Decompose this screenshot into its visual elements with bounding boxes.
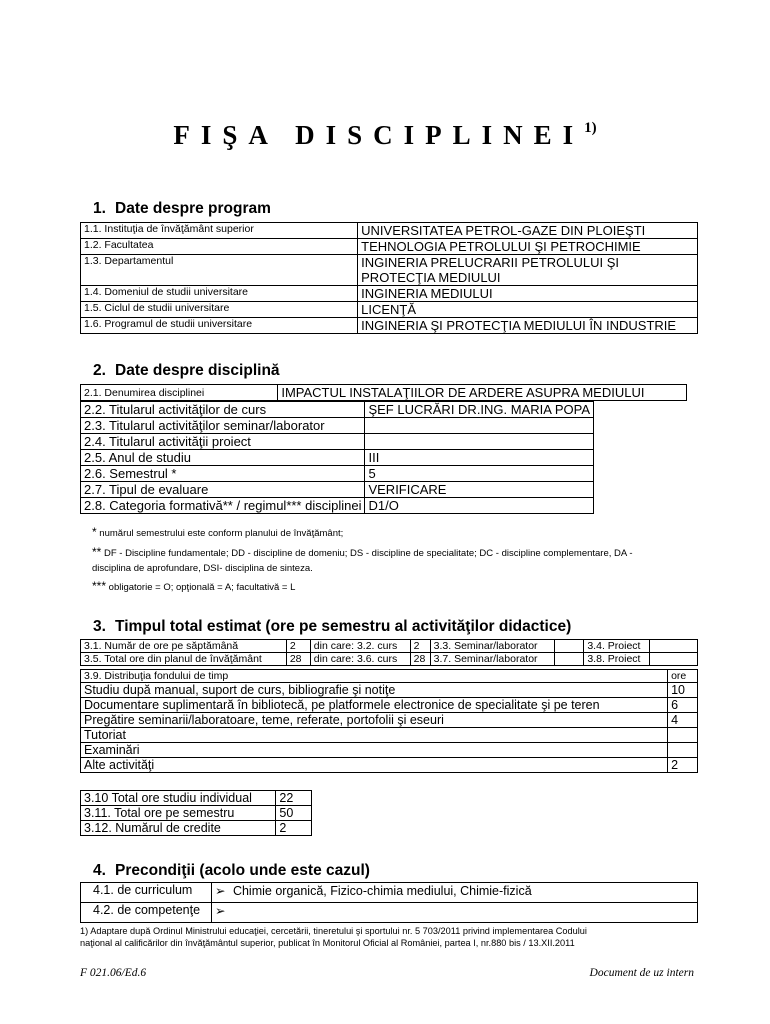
table-row xyxy=(81,318,698,334)
table-row xyxy=(81,302,698,318)
cell: 3.8. Proiect xyxy=(584,653,650,666)
row-label: Documentare suplimentară în bibliotecă, pe platformele electronice de specialitate şi pe teren xyxy=(81,698,668,713)
cell: din care: 3.2. curs xyxy=(310,640,410,653)
row-value: TEHNOLOGIA PETROLULUI ŞI PETROCHIMIE xyxy=(358,239,698,255)
row-value: LICENŢĂ xyxy=(358,302,698,318)
arrow-bullet-icon: ➢ xyxy=(214,904,226,918)
cell: din care: 3.6. curs xyxy=(310,653,410,666)
row-label: Examinări xyxy=(81,743,668,758)
row-label: 1.3. Departamentul xyxy=(81,255,358,286)
row-value: ŞEF LUCRĂRI DR.ING. MARIA POPA xyxy=(365,402,594,418)
note-category xyxy=(92,545,633,559)
table-row xyxy=(81,239,698,255)
row-value xyxy=(211,903,697,923)
cell: 3.4. Proiect xyxy=(584,640,650,653)
table-row xyxy=(81,640,698,653)
row-label: 1.1. Instituţia de învăţământ superior xyxy=(81,223,358,239)
row-label: 2.1. Denumirea disciplinei xyxy=(81,385,278,401)
program-table xyxy=(80,222,698,334)
cell xyxy=(650,653,698,666)
note-text: obligatorie = O; opţională = A; facultativă = L xyxy=(106,582,296,593)
cell: 3.5. Total ore din planul de învăţământ xyxy=(81,653,287,666)
section-1-title: Date despre program xyxy=(115,200,271,217)
cell xyxy=(650,640,698,653)
row-label: 1.2. Facultatea xyxy=(81,239,358,255)
row-label: 3.10 Total ore studiu individual xyxy=(81,791,276,806)
row-label: 3.11. Total ore pe semestru xyxy=(81,806,276,821)
note-regime xyxy=(92,579,295,593)
row-value xyxy=(365,434,594,450)
note-semester xyxy=(92,525,343,539)
row-value: III xyxy=(365,450,594,466)
note-category-cont: disciplina de aprofundare, DSI- disciplina de sinteza. xyxy=(92,563,313,574)
discipline-table xyxy=(80,401,594,514)
table-row xyxy=(81,385,687,401)
row-label: 3.12. Numărul de credite xyxy=(81,821,276,836)
table-row xyxy=(81,223,698,239)
precondition-text: Chimie organică, Fizico-chimia mediului, Chimie-fizică xyxy=(232,884,532,898)
time-table xyxy=(80,639,698,666)
row-value: 2 xyxy=(276,821,312,836)
table-row xyxy=(81,713,698,728)
row-value-line-1: INGINERIA PRELUCRARII PETROLULUI ŞI xyxy=(361,255,620,270)
row-value xyxy=(365,418,594,434)
footer-form-code: F 021.06/Ed.6 xyxy=(80,967,147,979)
cell: 28 xyxy=(410,653,430,666)
cell: 2 xyxy=(286,640,310,653)
row-value xyxy=(668,728,698,743)
table-row xyxy=(81,498,594,514)
time-distribution-table xyxy=(80,669,698,773)
note-mark: *** xyxy=(92,579,107,593)
note-mark: ** xyxy=(92,545,102,559)
table-row xyxy=(81,821,312,836)
arrow-bullet-icon: ➢ xyxy=(214,884,226,898)
table-row xyxy=(81,255,698,286)
row-label: 2.7. Tipul de evaluare xyxy=(81,482,365,498)
cell: 2 xyxy=(410,640,430,653)
row-value: 22 xyxy=(276,791,312,806)
row-label: Tutoriat xyxy=(81,728,668,743)
row-label: 2.8. Categoria formativă** / regimul*** disciplinei xyxy=(81,498,365,514)
footnote-mark: 1) xyxy=(80,926,89,936)
row-value: INGINERIA MEDIULUI xyxy=(358,286,698,302)
table-row xyxy=(81,903,698,923)
table-row xyxy=(81,806,312,821)
row-value: 50 xyxy=(276,806,312,821)
cell xyxy=(554,640,584,653)
document-title xyxy=(0,120,770,151)
row-value-line-2: PROTECŢIA MEDIULUI xyxy=(361,270,501,285)
cell: 3.1. Număr de ore pe săptămână xyxy=(81,640,287,653)
cell xyxy=(554,653,584,666)
row-value: INGINERIA ŞI PROTECŢIA MEDIULUI ÎN INDUSTRIE xyxy=(358,318,698,334)
table-row xyxy=(81,743,698,758)
table-row xyxy=(81,791,312,806)
row-value: 10 xyxy=(668,683,698,698)
cell: 28 xyxy=(286,653,310,666)
row-value: D1/O xyxy=(365,498,594,514)
unit-label: ore xyxy=(668,670,698,683)
section-2-heading xyxy=(93,362,280,380)
row-label: 4.1. de curriculum xyxy=(81,883,212,903)
discipline-name: IMPACTUL INSTALAŢIILOR DE ARDERE ASUPRA MEDIULUI xyxy=(278,385,687,401)
section-1-number: 1. xyxy=(93,200,106,217)
row-value xyxy=(211,883,697,903)
table-row xyxy=(81,683,698,698)
section-4-number: 4. xyxy=(93,862,106,879)
section-3-title: Timpul total estimat (ore pe semestru al activităţilor didactice) xyxy=(115,618,572,635)
row-label: 1.5. Ciclul de studii universitare xyxy=(81,302,358,318)
row-label: 2.3. Titularul activităţilor seminar/laborator xyxy=(81,418,365,434)
row-label: 2.2. Titularul activităţilor de curs xyxy=(81,402,365,418)
table-row xyxy=(81,758,698,773)
row-label: 3.9. Distribuţia fondului de timp xyxy=(81,670,668,683)
title-text: FIŞA DISCIPLINEI xyxy=(173,120,585,150)
table-row xyxy=(81,466,594,482)
row-label: 1.6. Programul de studii universitare xyxy=(81,318,358,334)
preconditions-table xyxy=(80,882,698,923)
row-value xyxy=(358,255,698,286)
table-row xyxy=(81,286,698,302)
cell: 3.3. Seminar/laborator xyxy=(430,640,554,653)
footnote-text: Adaptare după Ordinul Ministrului educaţiei, cercetării, tineretului şi sportului nr. 5 703/2011 privind implementarea Codului xyxy=(88,926,587,936)
row-label: 2.5. Anul de studiu xyxy=(81,450,365,466)
footer-classification: Document de uz intern xyxy=(589,967,694,979)
row-value: 5 xyxy=(365,466,594,482)
table-row xyxy=(81,482,594,498)
row-label: 1.4. Domeniul de studii universitare xyxy=(81,286,358,302)
section-4-heading xyxy=(93,862,370,880)
note-text: numărul semestrului este conform planului de învăţământ; xyxy=(96,528,344,539)
cell: 3.7. Seminar/laborator xyxy=(430,653,554,666)
row-value: 2 xyxy=(668,758,698,773)
note-mark: * xyxy=(92,525,97,539)
table-row xyxy=(81,653,698,666)
row-value: VERIFICARE xyxy=(365,482,594,498)
section-2-number: 2. xyxy=(93,362,106,379)
table-row xyxy=(81,402,594,418)
totals-table xyxy=(80,790,312,836)
table-row xyxy=(81,670,698,683)
footnote-line-2: naţional al calificărilor din învăţământul superior, publicat în Monitorul Oficial al României, partea I, nr.880 bis / 13.XII.2011 xyxy=(80,938,575,948)
section-2-title: Date despre disciplină xyxy=(115,362,280,379)
section-1-heading xyxy=(93,200,271,218)
row-label: Studiu după manual, suport de curs, bibliografie şi notiţe xyxy=(81,683,668,698)
row-value: 4 xyxy=(668,713,698,728)
table-row xyxy=(81,698,698,713)
note-text: DF - Discipline fundamentale; DD - discipline de domeniu; DS - discipline de specialitate; DC - discipline complementare, DA - xyxy=(101,548,633,559)
table-row xyxy=(81,450,594,466)
row-value: UNIVERSITATEA PETROL-GAZE DIN PLOIEŞTI xyxy=(358,223,698,239)
table-row xyxy=(81,728,698,743)
section-3-number: 3. xyxy=(93,618,106,635)
row-label: 2.6. Semestrul * xyxy=(81,466,365,482)
discipline-name-table xyxy=(80,384,687,401)
footnote xyxy=(80,925,587,949)
row-value: 6 xyxy=(668,698,698,713)
table-row xyxy=(81,418,594,434)
row-label: 4.2. de competenţe xyxy=(81,903,212,923)
footnote-line-1 xyxy=(80,925,587,937)
title-footnote-mark: 1) xyxy=(584,120,597,136)
row-label: Pregătire seminarii/laboratoare, teme, referate, portofolii şi eseuri xyxy=(81,713,668,728)
row-label: Alte activităţi xyxy=(81,758,668,773)
row-value xyxy=(668,743,698,758)
table-row xyxy=(81,434,594,450)
section-3-heading xyxy=(93,618,571,636)
row-label: 2.4. Titularul activităţii proiect xyxy=(81,434,365,450)
table-row xyxy=(81,883,698,903)
section-4-title: Precondiţii (acolo unde este cazul) xyxy=(115,862,370,879)
